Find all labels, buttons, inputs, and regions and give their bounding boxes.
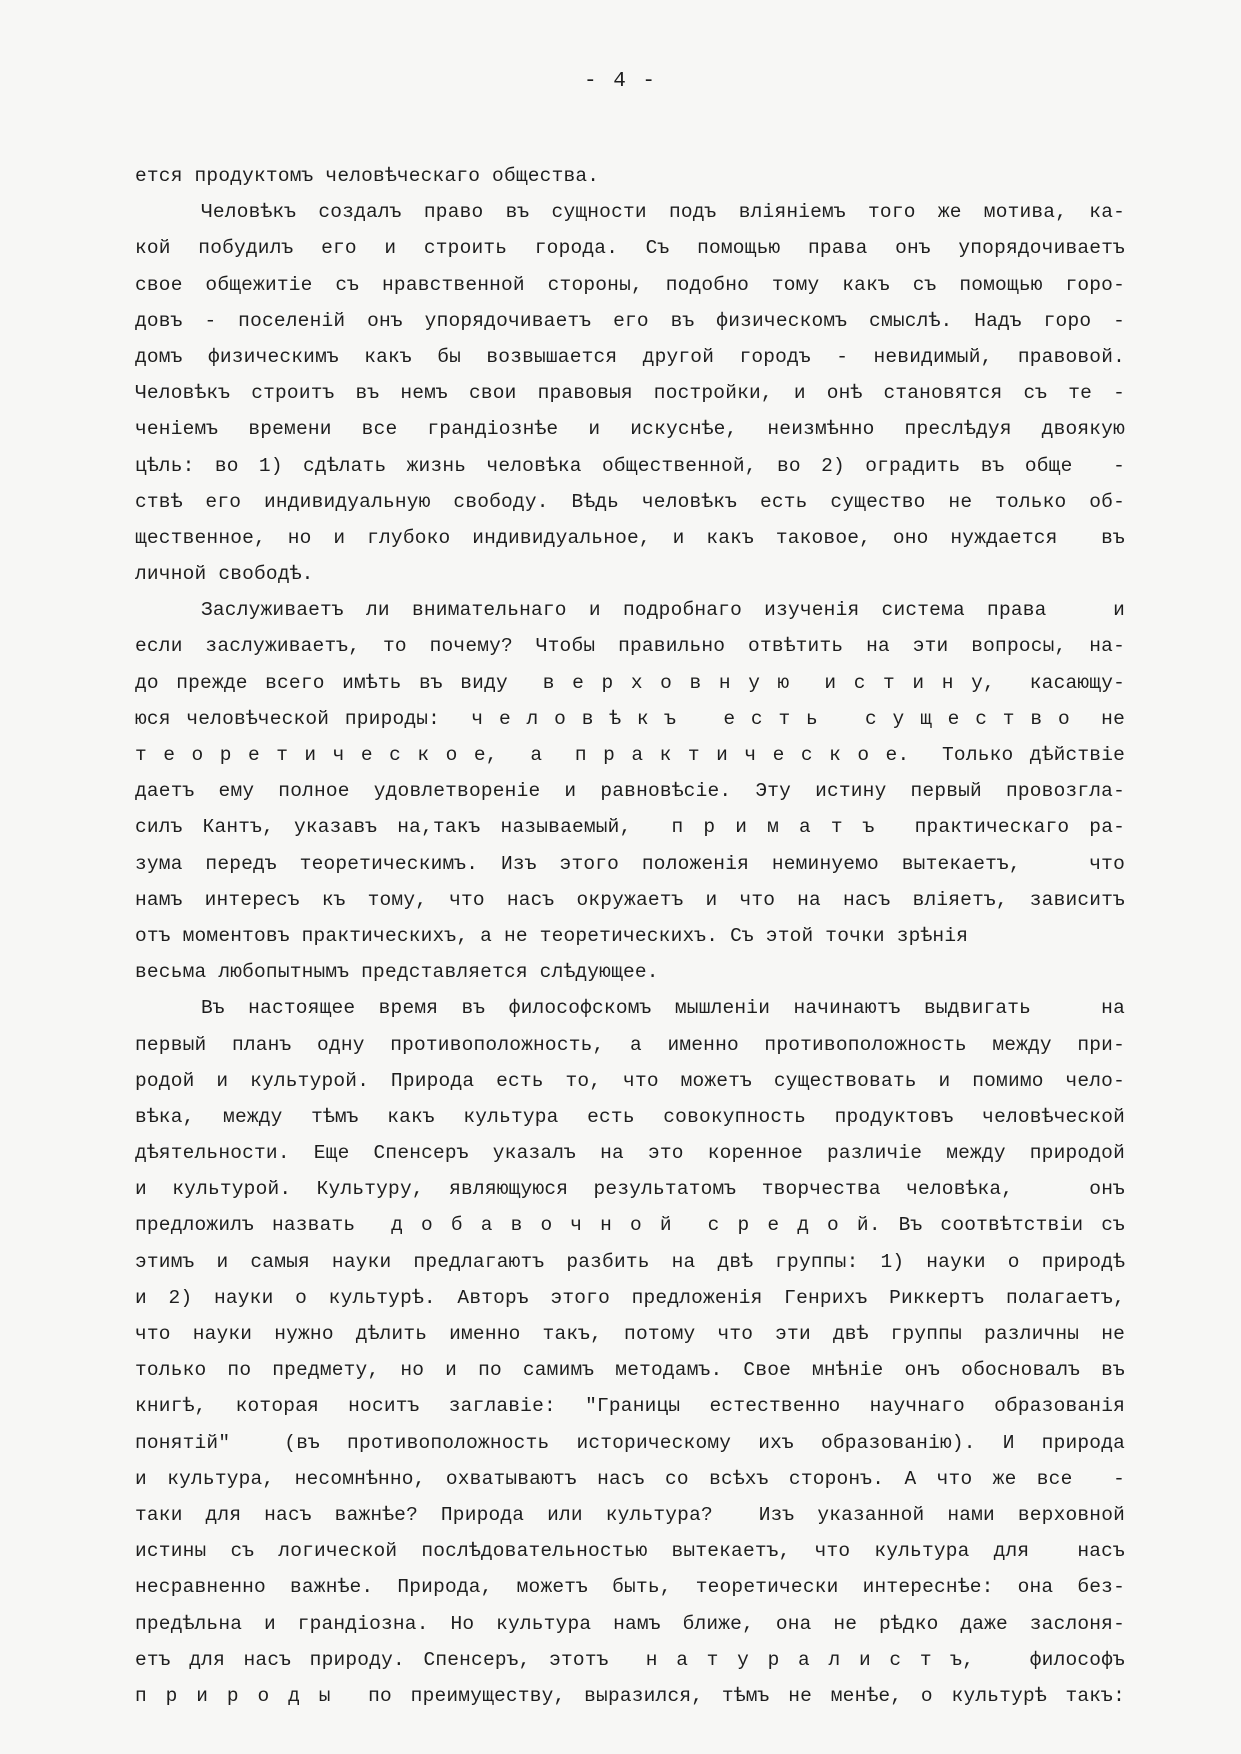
text-line: отъ моментовъ практическихъ, а не теоретическихъ. Съ этой точки зрѣнія	[135, 924, 969, 947]
text-line: и культурой. Культуру, являющуюся результатомъ творчества человѣка, онъ	[135, 1178, 1125, 1201]
text-line: несравненно важнѣе. Природа, можетъ быть, теоретически интереснѣе: она без-	[135, 1576, 1125, 1599]
text-line: даетъ ему полное удовлетвореніе и равновѣсіе. Эту истину первый провозгла-	[135, 780, 1125, 803]
text-line: свое общежитіе съ нравственной стороны, подобно тому какъ съ помощью горо-	[135, 273, 1125, 296]
text-line: вѣка, между тѣмъ какъ культура есть совокупность продуктовъ человѣческой	[135, 1105, 1125, 1128]
text-line: что науки нужно дѣлить именно такъ, потому что эти двѣ группы различны не	[135, 1323, 1125, 1345]
text-line: ется продуктомъ человѣческаго общества.	[135, 165, 600, 187]
text-line: Въ настоящее время въ философскомъ мышленіи начинаютъ выдвигать на	[201, 997, 1125, 1020]
text-line: юся человѣческой природы: ч е л о в ѣ к ъ е с т ь с у щ е с т в о не	[135, 707, 1125, 730]
text-line: книгѣ, которая носитъ заглавіе: "Границы естественно научнаго образованія	[135, 1395, 1125, 1418]
text-line: родой и культурой. Природа есть то, что можетъ существовать и помимо чело-	[135, 1069, 1125, 1092]
text-line: п р и р о д ы по преимуществу, выразился, тѣмъ не менѣе, о культурѣ такъ:	[135, 1684, 1125, 1707]
text-line: первый планъ одну противоположность, а именно противоположность между при-	[135, 1033, 1125, 1056]
text-line: цѣль: во 1) сдѣлать жизнь человѣка общественной, во 2) оградить въ обще -	[135, 454, 1125, 477]
body-text	[135, 158, 1125, 1714]
text-line: только по предмету, но и по самимъ методамъ. Свое мнѣніе онъ обосновалъ въ	[135, 1359, 1125, 1382]
text-line: понятій" (въ противоположность историческому ихъ образованію). И природа	[135, 1431, 1125, 1454]
text-line: довъ - поселеній онъ упорядочиваетъ его въ физическомъ смыслѣ. Надъ горо -	[135, 309, 1125, 332]
text-line: таки для насъ важнѣе? Природа или культура? Изъ указанной нами верховной	[135, 1503, 1125, 1526]
text-line: намъ интересъ къ тому, что насъ окружаетъ и что на насъ вліяетъ, зависитъ	[135, 888, 1125, 911]
text-line: и 2) науки о культурѣ. Авторъ этого предложенія Генрихъ Риккертъ полагаетъ,	[135, 1286, 1125, 1309]
text-line: весьма любопытнымъ представляется слѣдующее.	[135, 961, 659, 984]
text-line: кой побудилъ его и строить города. Съ помощью права онъ упорядочиваетъ	[135, 237, 1125, 260]
text-line: ствѣ его индивидуальную свободу. Вѣдь человѣкъ есть существо не только об-	[135, 490, 1125, 513]
text-line: и культура, несомнѣнно, охватываютъ насъ со всѣхъ сторонъ. А что же все -	[135, 1467, 1125, 1490]
text-line: етъ для насъ природу. Спенсеръ, этотъ н а т у р а л и с т ъ, философъ	[135, 1648, 1125, 1671]
text-line: домъ физическимъ какъ бы возвышается другой городъ - невидимый, правовой.	[135, 345, 1125, 368]
text-line: ченіемъ времени все грандіознѣе и искуснѣе, неизмѣнно преслѣдуя двоякую	[135, 418, 1125, 441]
text-line: Человѣкъ строитъ въ немъ свои правовыя постройки, и онѣ становятся съ те -	[135, 382, 1125, 405]
text-line: зума передъ теоретическимъ. Изъ этого положенія неминуемо вытекаетъ, что	[135, 852, 1125, 875]
text-line: дѣятельности. Еще Спенсеръ указалъ на это коренное различіе между природой	[135, 1142, 1125, 1165]
text-line: силъ Кантъ, указавъ на,такъ называемый, п р и м а т ъ практическаго ра-	[135, 816, 1125, 839]
text-line: предложилъ назвать д о б а в о ч н о й с р е д о й. Въ соотвѣтствіи съ	[135, 1214, 1125, 1237]
text-line: этимъ и самыя науки предлагаютъ разбить на двѣ группы: 1) науки о природѣ	[135, 1250, 1125, 1273]
text-line: т е о р е т и ч е с к о е, а п р а к т и ч е с к о е. Только дѣйствіе	[135, 744, 1125, 766]
text-line: Человѣкъ создалъ право въ сущности подъ вліяніемъ того же мотива, ка-	[201, 201, 1125, 224]
text-line: если заслуживаетъ, то почему? Чтобы правильно отвѣтить на эти вопросы, на-	[135, 635, 1125, 658]
page-number: - 4 -	[583, 70, 657, 93]
text-line: до прежде всего имѣть въ виду в е р х о в н у ю и с т и н у, касающу-	[135, 671, 1125, 694]
text-line: щественное, но и глубоко индивидуальное, и какъ таковое, оно нуждается въ	[135, 526, 1125, 549]
text-line: истины съ логической послѣдовательностью вытекаетъ, что культура для насъ	[135, 1540, 1125, 1563]
text-line: личной свободѣ.	[135, 563, 314, 586]
text-line: предѣльна и грандіозна. Но культура намъ ближе, она не рѣдко даже заслоня-	[135, 1612, 1125, 1635]
text-line: Заслуживаетъ ли внимательнаго и подробнаго изученія система права и	[201, 599, 1125, 622]
